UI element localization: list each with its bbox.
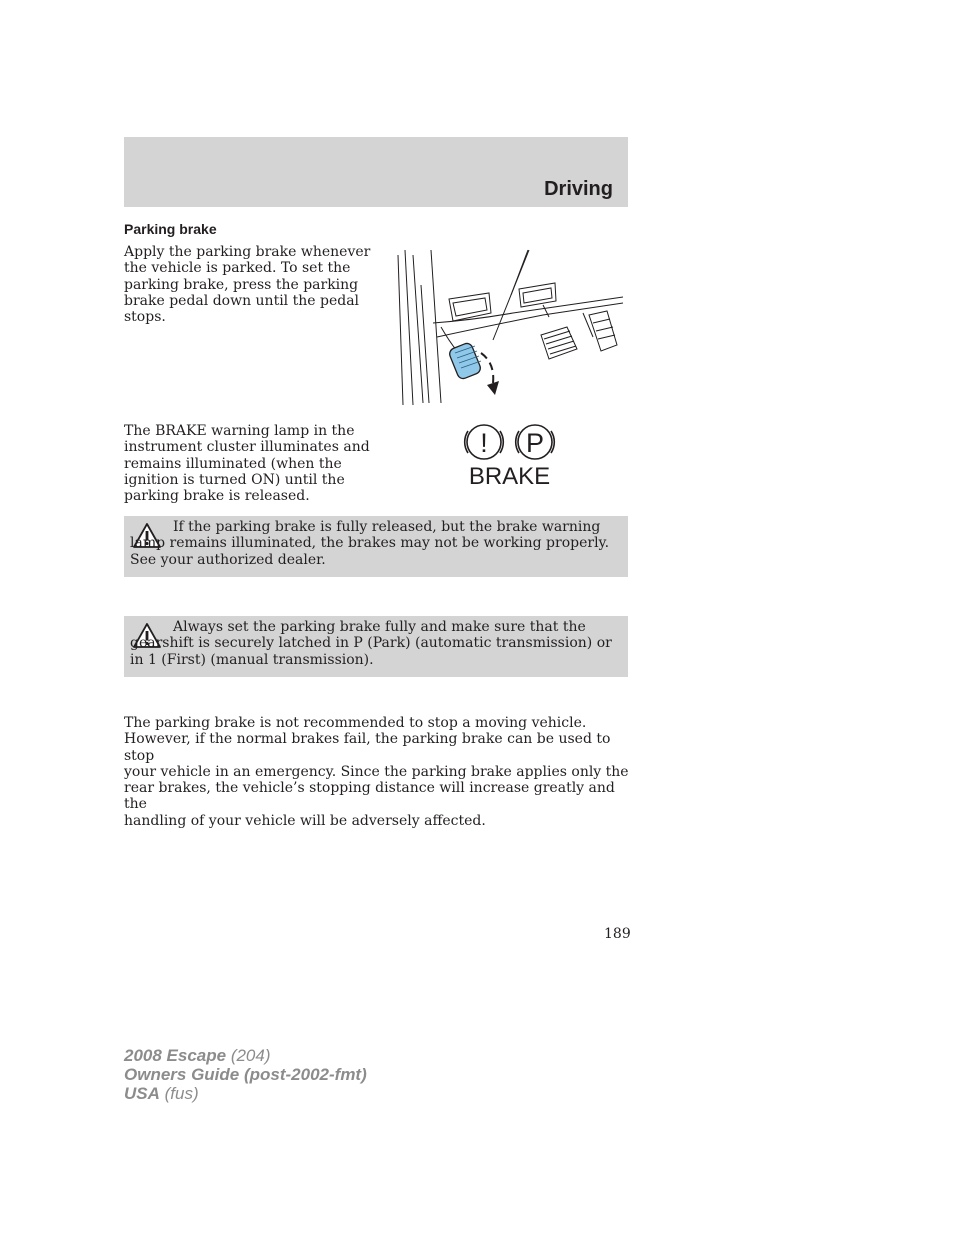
parking-brake-pedal-illustration xyxy=(393,245,628,405)
brake-warning-lamp-paragraph: The BRAKE warning lamp in the instrument cluster illuminates and remains illuminated (when the ignition is turned ON) until the parking brake is released. xyxy=(124,423,370,505)
warning-text: If the parking brake is fully released, but the brake warning lamp remains illuminated, the brakes may not be working properly. See your authorized dealer. xyxy=(130,519,610,568)
emergency-use-paragraph: The parking brake is not recommended to stop a moving vehicle. However, if the normal brakes fail, the parking brake can be used to stop your vehicle in an emergency. Since the parking brake applies only the rear brakes, the vehicle’s stopping distance will increase greatly and the handling of your vehicle will be adversely affected. xyxy=(124,715,629,829)
exclamation-symbol: ! xyxy=(480,428,488,458)
footer-guide-name: Owners Guide (post-2002-fmt) xyxy=(124,1065,367,1084)
warning-text: Always set the parking brake fully and make sure that the gearshift is securely latched in P (Park) (automatic transmission) or in 1 (First) (manual transmission). xyxy=(130,619,612,668)
section-title: Driving xyxy=(544,178,613,200)
section-header-band xyxy=(124,137,628,207)
footer-market-code: (fus) xyxy=(159,1084,199,1103)
footer-model-code: (204) xyxy=(226,1046,271,1065)
park-symbol: P xyxy=(525,428,545,458)
warning-box-gearshift xyxy=(124,616,628,677)
page-number: 189 xyxy=(604,926,631,942)
brake-warning-lamp-icon xyxy=(462,423,557,489)
parking-brake-heading: Parking brake xyxy=(124,221,217,237)
warning-box-brake-lamp xyxy=(124,516,628,577)
apply-parking-brake-paragraph: Apply the parking brake whenever the vehicle is parked. To set the parking brake, press the parking brake pedal down until the pedal stops. xyxy=(124,244,371,326)
footer-model: 2008 Escape xyxy=(124,1046,227,1065)
footer-market: USA xyxy=(124,1084,160,1103)
brake-label: BRAKE xyxy=(468,463,551,489)
document-footer xyxy=(124,1046,367,1103)
